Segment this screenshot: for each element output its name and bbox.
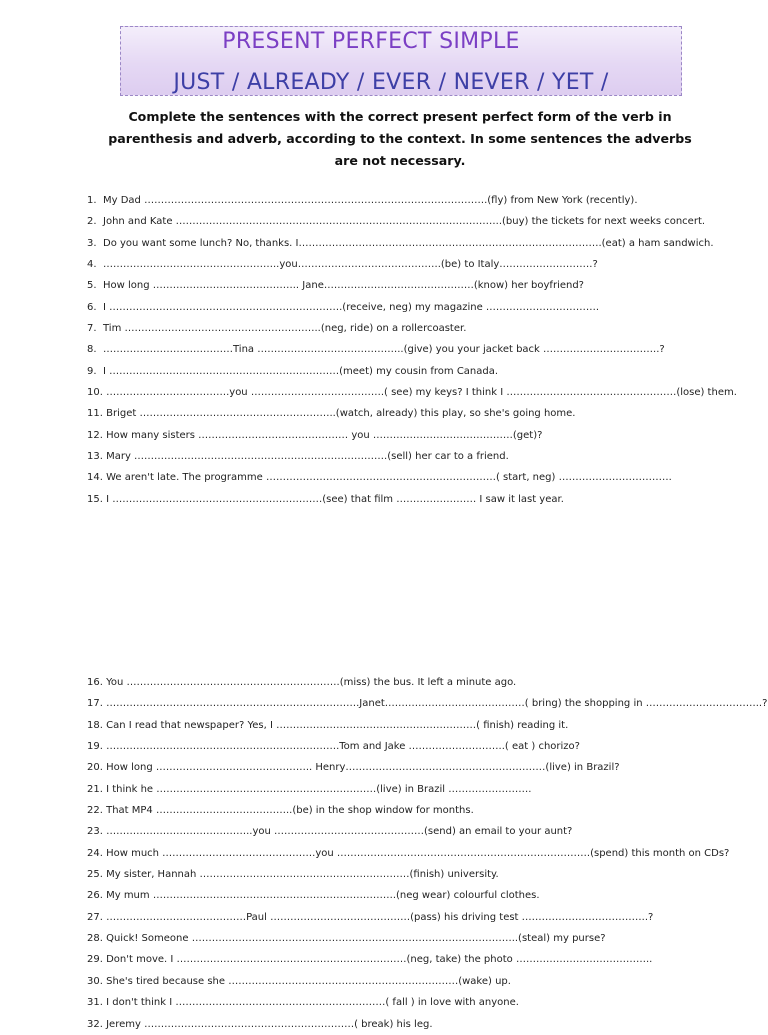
- exercise-item: [87, 467, 687, 488]
- exercise-item: [87, 757, 687, 778]
- exercise-number: 16.: [87, 677, 103, 688]
- exercise-sentence: How many sisters ……………………………………… you ……………………………………(get)?: [106, 429, 543, 441]
- exercise-item: [87, 275, 687, 296]
- exercise-item: [87, 233, 714, 254]
- exercise-number: 7.: [87, 323, 97, 335]
- exercise-sentence: …………………………………Tina ……………………………………..(give) you your jacket back ……………………………..?: [103, 344, 665, 356]
- exercise-sentence: Briget …………………………………………………..(watch, already) this play, so she's going home.: [106, 408, 576, 420]
- exercise-sentence: ……………………………………………..you…………………………………….(be) to Italy……………………….?: [103, 259, 598, 271]
- worksheet-subtitle: JUST / ALREADY / EVER / NEVER / YET /: [173, 70, 609, 95]
- exercise-number: 24.: [87, 847, 103, 859]
- exercise-sentence: Don't move. I ……………………………………………………………(neg, take) the photo …………………………………..: [106, 954, 653, 966]
- exercise-sentence: Mary ………………………………………………………………….(sell) her car to a friend.: [106, 451, 509, 463]
- exercise-item: [87, 382, 737, 403]
- exercise-sentence: My Dad ………………………………………………………………………………………….(fly) from New York (recently).: [103, 195, 638, 206]
- exercise-number: 21.: [87, 783, 103, 795]
- worksheet-title: PRESENT PERFECT SIMPLE: [222, 29, 520, 54]
- exercise-item: [87, 949, 687, 970]
- exercise-number: 4.: [87, 259, 97, 271]
- exercise-number: 32.: [87, 1018, 103, 1030]
- exercise-sentence: I ………………………………………………………(see) that film …………………… I saw it last year.: [106, 493, 564, 505]
- exercise-number: 13.: [87, 451, 103, 463]
- exercise-number: 31.: [87, 997, 103, 1009]
- exercise-sentence: ………………………………………………………………….Janet……………………………………( bring) the shopping in ……………………………..?: [106, 698, 768, 710]
- exercise-number: 25.: [87, 869, 103, 881]
- instructions-text: Complete the sentences with the correct present perfect form of the verb in parenthesis and adverb, according to the context. In some sentences the adverbs are not necessary.: [108, 109, 692, 168]
- exercise-item: [87, 297, 687, 318]
- exercise-sentence: John and Kate ……………………………………………………………………………………..(buy) the tickets for next weeks concert.: [103, 216, 706, 228]
- exercise-item: [87, 885, 687, 906]
- exercise-item: [87, 800, 687, 821]
- title-banner: [120, 26, 682, 96]
- exercise-number: 8.: [87, 344, 97, 356]
- exercise-sentence: …………………………………………………………….Tom and Jake ………………………..( eat ) chorizo?: [106, 741, 580, 753]
- exercise-sentence: I think he …………………………………………………………(live) in Brazil …………………….: [106, 783, 532, 795]
- exercise-number: 28.: [87, 933, 103, 945]
- exercise-item: [87, 672, 687, 693]
- exercise-number: 15.: [87, 493, 103, 505]
- exercise-number: 22.: [87, 805, 103, 817]
- exercise-item: [87, 446, 687, 467]
- exercise-sentence: ……………………………………..you ………………………………………(send) an email to your aunt?: [106, 826, 573, 838]
- exercise-item: [87, 693, 768, 714]
- exercise-number: 2.: [87, 216, 97, 228]
- exercise-number: 12.: [87, 429, 103, 441]
- exercise-sentence: ……………………………………Paul ……………………………………(pass) his driving test ………………………………..?: [106, 911, 654, 923]
- exercise-number: 26.: [87, 890, 103, 902]
- exercise-sentence: Tim …………………………………………………..(neg, ride) on a rollercoaster.: [103, 323, 467, 335]
- exercise-item: [87, 1014, 687, 1035]
- exercise-list-part1: [87, 190, 737, 510]
- exercise-sentence: Can I read that newspaper? Yes, I ……………………………………………………( finish) reading it.: [106, 719, 569, 731]
- exercise-sentence: I don't think I ………………………………………………………( fall ) in love with anyone.: [106, 997, 519, 1009]
- exercise-sentence: Quick! Someone ……………………………………………………………………………………..(steal) my purse?: [106, 933, 606, 945]
- exercise-item: [87, 489, 687, 510]
- exercise-sentence: Jeremy ………………………………………………………( break) his leg.: [106, 1018, 433, 1030]
- exercise-number: 17.: [87, 698, 103, 710]
- exercise-item: [87, 425, 687, 446]
- exercise-number: 30.: [87, 975, 103, 987]
- exercise-number: 3.: [87, 237, 97, 249]
- exercise-sentence: How long ……………………………………….. Henry……………………………………………………(live) in Brazil?: [106, 762, 620, 774]
- exercise-sentence: That MP4 …………………………………..(be) in the shop window for months.: [106, 805, 474, 817]
- exercise-number: 20.: [87, 762, 103, 774]
- exercise-number: 6.: [87, 301, 97, 313]
- exercise-item: [87, 254, 687, 275]
- exercise-item: [87, 821, 687, 842]
- exercise-number: 23.: [87, 826, 103, 838]
- exercise-item: [87, 715, 687, 736]
- exercise-item: [87, 190, 687, 211]
- exercise-item: [87, 403, 687, 424]
- exercise-item: [87, 361, 687, 382]
- exercise-sentence: You ……………………………………………………….(miss) the bus. It left a minute ago.: [106, 677, 517, 688]
- exercise-item: [87, 339, 687, 360]
- exercise-item: [87, 864, 687, 885]
- exercise-item: [87, 971, 687, 992]
- exercise-sentence: How much ……………………………………….you ………………………………………………………………….(spend) this month on CDs?: [106, 847, 730, 859]
- exercise-item: [87, 843, 730, 864]
- exercise-item: [87, 992, 687, 1013]
- exercise-sentence: My sister, Hannah ………………………………………………………(finish) university.: [106, 869, 499, 881]
- exercise-sentence: Do you want some lunch? No, thanks. I……………………………………………………………………………….(eat) a ham sandwich.: [103, 237, 714, 249]
- exercise-item: [87, 211, 706, 232]
- exercise-number: 27.: [87, 911, 103, 923]
- exercise-item: [87, 928, 687, 949]
- exercise-number: 5.: [87, 280, 97, 292]
- exercise-sentence: How long …………………………………….. Jane………………………………………(know) her boyfriend?: [103, 280, 584, 292]
- exercise-number: 14.: [87, 472, 103, 484]
- exercise-sentence: We aren't late. The programme ……………………………………………………………( start, neg) …………………………….: [106, 472, 672, 484]
- exercise-sentence: I …………………………………………………………….(receive, neg) my magazine …………………………….: [103, 301, 600, 313]
- exercise-item: [87, 318, 687, 339]
- exercise-number: 10.: [87, 387, 103, 399]
- exercise-number: 18.: [87, 719, 103, 731]
- exercise-number: 1.: [87, 195, 97, 206]
- exercise-number: 11.: [87, 408, 103, 420]
- exercise-sentence: I ……………………………………………………………(meet) my cousin from Canada.: [103, 365, 499, 377]
- exercise-item: [87, 907, 687, 928]
- exercise-number: 9.: [87, 365, 97, 377]
- exercise-sentence: My mum ……………………………………………………………….(neg wear) colourful clothes.: [106, 890, 540, 902]
- exercise-list-part2: [87, 672, 768, 1035]
- exercise-number: 19.: [87, 741, 103, 753]
- exercise-sentence: She's tired because she ……………………………………………………………(wake) up.: [106, 975, 511, 987]
- exercise-item: [87, 736, 687, 757]
- exercise-sentence: ……………………………….you ………………………………….( see) my keys? I think I ……………………………………………(lose) them.: [106, 387, 737, 399]
- exercise-item: [87, 779, 687, 800]
- exercise-number: 29.: [87, 954, 103, 966]
